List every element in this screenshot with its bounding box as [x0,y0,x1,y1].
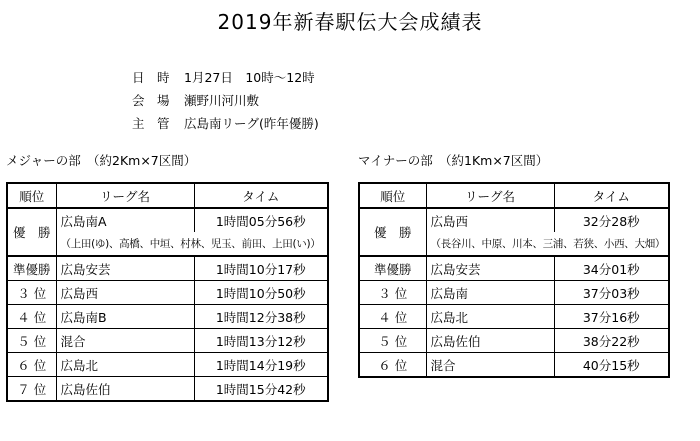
time-cell: 1時間05分56秒 [194,208,328,232]
time-cell: 1時間13分12秒 [194,329,328,353]
info-row-host [132,112,319,135]
rank-cell: ３ 位 [359,281,426,305]
table-header-row [359,183,669,208]
team-cell: 広島安芸 [56,256,194,281]
rank-cell: 優 勝 [359,208,426,256]
header-time: タイム [194,183,328,208]
team-cell: 広島南A [56,208,194,232]
info-value: 広島南リーグ(昨年優勝) [184,116,319,131]
time-cell: 37分03秒 [554,281,669,305]
rank-cell: ４ 位 [359,305,426,329]
time-cell: 38分22秒 [554,329,669,353]
team-cell: 広島佐伯 [56,377,194,402]
team-cell: 広島南 [426,281,554,305]
team-cell: 広島西 [56,281,194,305]
team-cell: 広島南B [56,305,194,329]
rank-cell: 準優勝 [359,256,426,281]
rank-cell: ５ 位 [359,329,426,353]
rank-cell: 準優勝 [7,256,56,281]
info-row-venue [132,89,319,112]
table-row-winner [7,208,328,232]
team-cell: 混合 [56,329,194,353]
info-label: 会 場 [132,93,170,108]
time-cell: 1時間10分17秒 [194,256,328,281]
rank-cell: ６ 位 [359,353,426,378]
table-row [359,329,669,353]
time-cell: 40分15秒 [554,353,669,378]
info-label: 日 時 [132,70,170,85]
table-row [359,305,669,329]
info-row-date [132,66,319,89]
rank-cell: ６ 位 [7,353,56,377]
time-cell: 1時間14分19秒 [194,353,328,377]
table-row [7,329,328,353]
info-value: 瀬野川河川敷 [184,93,260,108]
header-team: リーグ名 [56,183,194,208]
table-row [7,256,328,281]
members-cell: （長谷川、中原、川本、三浦、若狭、小西、大畑） [426,232,669,256]
table-row [359,281,669,305]
team-cell: 広島北 [56,353,194,377]
team-cell: 混合 [426,353,554,378]
time-cell: 1時間12分38秒 [194,305,328,329]
table-row [359,353,669,378]
header-rank: 順位 [359,183,426,208]
team-cell: 広島佐伯 [426,329,554,353]
major-section-title: メジャーの部 （約2Km×7区間） [6,153,197,168]
table-row [7,305,328,329]
header-team: リーグ名 [426,183,554,208]
page-title: 2019年新春駅伝大会成績表 [217,10,483,34]
team-cell: 広島西 [426,208,554,232]
header-rank: 順位 [7,183,56,208]
rank-cell: ３ 位 [7,281,56,305]
major-results-table [6,182,329,402]
header-time: タイム [554,183,669,208]
rank-cell: 優 勝 [7,208,56,256]
rank-cell: ４ 位 [7,305,56,329]
team-cell: 広島北 [426,305,554,329]
info-label: 主 管 [132,116,170,131]
time-cell: 37分16秒 [554,305,669,329]
table-row [359,256,669,281]
table-row-members [7,232,328,256]
info-value: 1月27日 10時～12時 [184,70,315,85]
time-cell: 1時間10分50秒 [194,281,328,305]
minor-section-title: マイナーの部 （約1Km×7区間） [358,153,549,168]
rank-cell: ５ 位 [7,329,56,353]
time-cell: 1時間15分42秒 [194,377,328,402]
table-row [7,281,328,305]
table-row [7,353,328,377]
minor-results-table [358,182,670,378]
rank-cell: ７ 位 [7,377,56,402]
table-header-row [7,183,328,208]
event-info [132,66,319,135]
members-cell: （上田(ゆ)、高橋、中垣、村林、児玉、前田、上田(い)） [56,232,328,256]
table-row [7,377,328,402]
team-cell: 広島安芸 [426,256,554,281]
time-cell: 32分28秒 [554,208,669,232]
time-cell: 34分01秒 [554,256,669,281]
table-row-winner [359,208,669,232]
